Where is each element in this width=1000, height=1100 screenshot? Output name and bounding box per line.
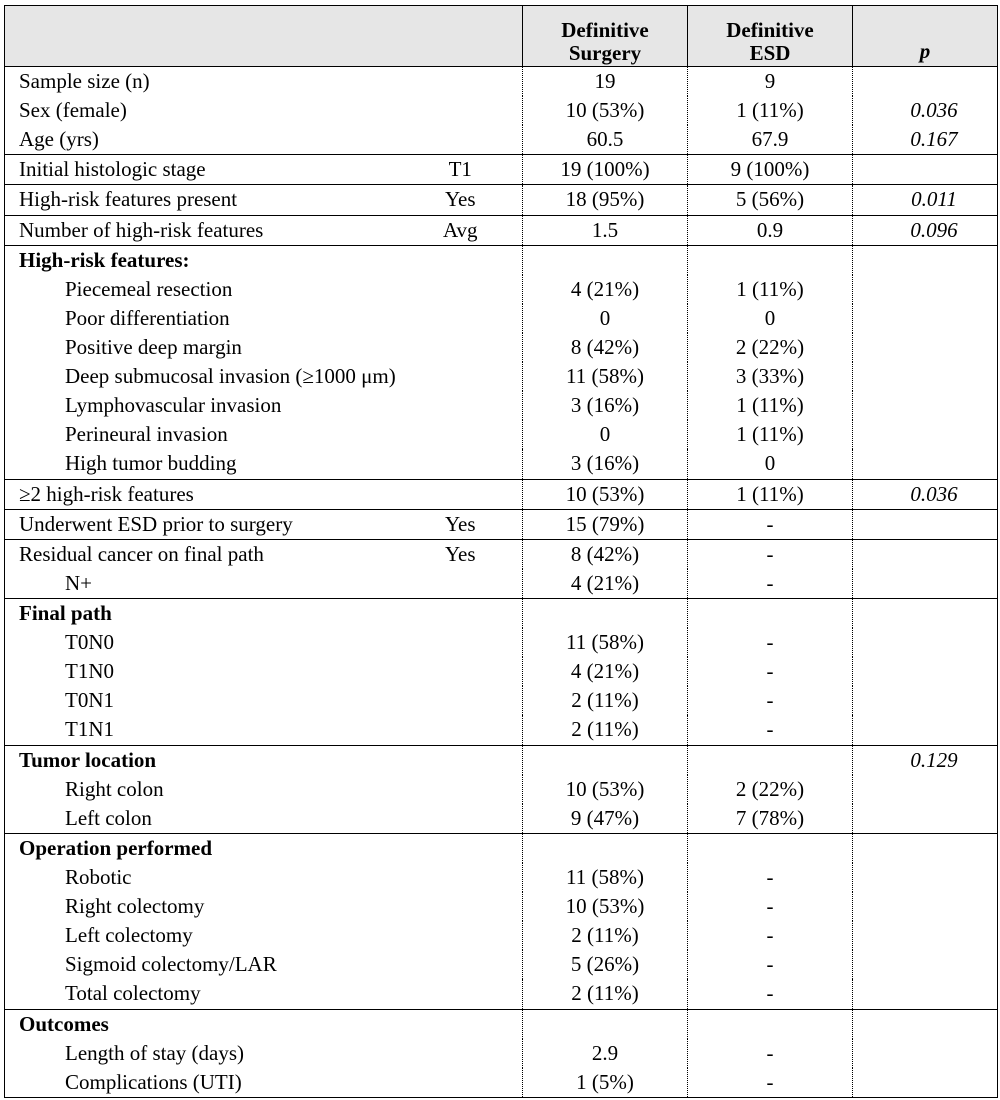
table-row: [5, 391, 998, 420]
row-esd-value: -: [688, 863, 853, 892]
row-p-value: [853, 67, 998, 97]
table-row: [5, 598, 998, 628]
row-label: Number of high-risk features: [5, 215, 413, 245]
row-unit: [413, 628, 523, 657]
row-p-value: [853, 775, 998, 804]
row-unit: [413, 950, 523, 979]
row-label: Right colectomy: [5, 892, 413, 921]
row-p-value: 0.096: [853, 215, 998, 245]
row-surgery-value: [523, 598, 688, 628]
row-label: Sex (female): [5, 96, 413, 125]
row-surgery-value: 15 (79%): [523, 509, 688, 539]
row-p-value: [853, 509, 998, 539]
row-surgery-value: 2 (11%): [523, 686, 688, 715]
row-surgery-value: 1 (5%): [523, 1068, 688, 1098]
row-surgery-value: 19: [523, 67, 688, 97]
row-surgery-value: [523, 245, 688, 275]
row-p-value: [853, 539, 998, 569]
row-p-value: [853, 598, 998, 628]
row-esd-value: 67.9: [688, 125, 853, 155]
row-p-value: [853, 449, 998, 479]
table-row: [5, 921, 998, 950]
row-unit: [413, 921, 523, 950]
table-row: [5, 715, 998, 745]
row-label: Operation performed: [5, 833, 413, 863]
row-surgery-value: 2 (11%): [523, 979, 688, 1009]
row-surgery-value: 8 (42%): [523, 333, 688, 362]
row-esd-value: 1 (11%): [688, 479, 853, 509]
row-unit: [413, 362, 523, 391]
row-unit: [413, 1009, 523, 1039]
row-unit: [413, 245, 523, 275]
row-p-value: [853, 628, 998, 657]
row-label: Robotic: [5, 863, 413, 892]
row-unit: Yes: [413, 509, 523, 539]
table-row: [5, 275, 998, 304]
row-p-value: 0.129: [853, 745, 998, 775]
table-row: [5, 979, 998, 1009]
row-p-value: [853, 950, 998, 979]
row-surgery-value: [523, 745, 688, 775]
row-p-value: [853, 892, 998, 921]
row-esd-value: 5 (56%): [688, 185, 853, 215]
row-label: High-risk features present: [5, 185, 413, 215]
row-p-value: [853, 391, 998, 420]
row-unit: [413, 304, 523, 333]
row-label: Sigmoid colectomy/LAR: [5, 950, 413, 979]
row-unit: [413, 657, 523, 686]
row-p-value: [853, 715, 998, 745]
row-surgery-value: 10 (53%): [523, 892, 688, 921]
row-surgery-value: 2 (11%): [523, 921, 688, 950]
row-p-value: [853, 420, 998, 449]
row-esd-value: 1 (11%): [688, 420, 853, 449]
row-surgery-value: 11 (58%): [523, 863, 688, 892]
header-p-value: p: [853, 6, 998, 67]
row-surgery-value: 4 (21%): [523, 275, 688, 304]
table-body: [5, 67, 998, 1098]
header-esd-line1: Definitive: [726, 17, 814, 42]
row-esd-value: [688, 245, 853, 275]
table-row: [5, 185, 998, 215]
row-esd-value: 0.9: [688, 215, 853, 245]
row-p-value: 0.036: [853, 479, 998, 509]
row-esd-value: 1 (11%): [688, 96, 853, 125]
row-surgery-value: 8 (42%): [523, 539, 688, 569]
row-unit: [413, 96, 523, 125]
row-surgery-value: 10 (53%): [523, 96, 688, 125]
table-row: [5, 892, 998, 921]
row-surgery-value: 10 (53%): [523, 479, 688, 509]
row-p-value: [853, 1068, 998, 1098]
row-surgery-value: 1.5: [523, 215, 688, 245]
table-row: [5, 155, 998, 185]
row-unit: [413, 775, 523, 804]
row-p-value: [853, 275, 998, 304]
table-row: [5, 1039, 998, 1068]
table-row: [5, 657, 998, 686]
table-row: [5, 950, 998, 979]
table-row: [5, 804, 998, 834]
row-label: Age (yrs): [5, 125, 413, 155]
row-unit: [413, 1039, 523, 1068]
row-p-value: 0.011: [853, 185, 998, 215]
header-blank-cell: [5, 6, 523, 67]
table-row: [5, 449, 998, 479]
row-label: ≥2 high-risk features: [5, 479, 413, 509]
row-label: Length of stay (days): [5, 1039, 413, 1068]
row-surgery-value: 2.9: [523, 1039, 688, 1068]
table-row: [5, 245, 998, 275]
row-esd-value: -: [688, 950, 853, 979]
table-row: [5, 509, 998, 539]
row-label: High tumor budding: [5, 449, 413, 479]
row-esd-value: -: [688, 1068, 853, 1098]
row-esd-value: 7 (78%): [688, 804, 853, 834]
row-label: Underwent ESD prior to surgery: [5, 509, 413, 539]
row-p-value: [853, 1039, 998, 1068]
row-p-value: [853, 304, 998, 333]
row-unit: [413, 67, 523, 97]
row-unit: Yes: [413, 539, 523, 569]
header-esd-line2: ESD: [749, 41, 791, 66]
header-definitive-esd: [688, 6, 853, 67]
row-esd-value: -: [688, 1039, 853, 1068]
table-row: [5, 304, 998, 333]
row-surgery-value: [523, 1009, 688, 1039]
table-row: [5, 333, 998, 362]
row-unit: [413, 479, 523, 509]
row-esd-value: 9 (100%): [688, 155, 853, 185]
table-row: [5, 628, 998, 657]
table-header-row: [5, 6, 998, 67]
row-esd-value: 9: [688, 67, 853, 97]
row-unit: [413, 420, 523, 449]
header-surgery-line1: Definitive: [561, 17, 649, 42]
row-unit: [413, 804, 523, 834]
row-p-value: [853, 1009, 998, 1039]
row-label: Positive deep margin: [5, 333, 413, 362]
row-p-value: [853, 569, 998, 599]
row-label: T1N1: [5, 715, 413, 745]
row-surgery-value: 11 (58%): [523, 362, 688, 391]
row-p-value: [853, 979, 998, 1009]
row-esd-value: -: [688, 892, 853, 921]
header-definitive-surgery: [523, 6, 688, 67]
table-row: [5, 96, 998, 125]
row-unit: [413, 449, 523, 479]
row-label: Total colectomy: [5, 979, 413, 1009]
row-unit: [413, 275, 523, 304]
row-surgery-value: 19 (100%): [523, 155, 688, 185]
row-esd-value: -: [688, 539, 853, 569]
row-surgery-value: 11 (58%): [523, 628, 688, 657]
row-unit: T1: [413, 155, 523, 185]
row-surgery-value: 0: [523, 304, 688, 333]
table-row: [5, 362, 998, 391]
row-label: Initial histologic stage: [5, 155, 413, 185]
row-label: Tumor location: [5, 745, 413, 775]
table-row: [5, 67, 998, 97]
row-label: Residual cancer on final path: [5, 539, 413, 569]
row-unit: [413, 833, 523, 863]
row-esd-value: 2 (22%): [688, 333, 853, 362]
row-surgery-value: 3 (16%): [523, 391, 688, 420]
table-row: [5, 1009, 998, 1039]
table-row: [5, 1068, 998, 1098]
row-label: Poor differentiation: [5, 304, 413, 333]
row-label: Lymphovascular invasion: [5, 391, 413, 420]
row-p-value: [853, 657, 998, 686]
row-surgery-value: 3 (16%): [523, 449, 688, 479]
row-esd-value: -: [688, 628, 853, 657]
table-row: [5, 569, 998, 599]
row-unit: [413, 569, 523, 599]
row-esd-value: [688, 1009, 853, 1039]
row-unit: [413, 715, 523, 745]
row-label: T0N1: [5, 686, 413, 715]
row-esd-value: -: [688, 715, 853, 745]
row-unit: [413, 686, 523, 715]
row-label: Right colon: [5, 775, 413, 804]
row-unit: Avg: [413, 215, 523, 245]
row-label: Outcomes: [5, 1009, 413, 1039]
table-row: [5, 833, 998, 863]
row-p-value: 0.036: [853, 96, 998, 125]
row-label: T1N0: [5, 657, 413, 686]
row-esd-value: 1 (11%): [688, 275, 853, 304]
row-label: Sample size (n): [5, 67, 413, 97]
row-esd-value: 0: [688, 449, 853, 479]
row-unit: [413, 745, 523, 775]
row-esd-value: -: [688, 509, 853, 539]
row-unit: Yes: [413, 185, 523, 215]
row-p-value: [853, 333, 998, 362]
row-p-value: [853, 921, 998, 950]
table-row: [5, 479, 998, 509]
row-label: Complications (UTI): [5, 1068, 413, 1098]
row-esd-value: -: [688, 979, 853, 1009]
row-surgery-value: 4 (21%): [523, 657, 688, 686]
row-esd-value: -: [688, 921, 853, 950]
row-label: Left colectomy: [5, 921, 413, 950]
row-label: High-risk features:: [5, 245, 413, 275]
row-unit: [413, 125, 523, 155]
row-surgery-value: 60.5: [523, 125, 688, 155]
row-p-value: 0.167: [853, 125, 998, 155]
row-surgery-value: 18 (95%): [523, 185, 688, 215]
row-esd-value: -: [688, 569, 853, 599]
row-unit: [413, 979, 523, 1009]
row-esd-value: 0: [688, 304, 853, 333]
table-row: [5, 215, 998, 245]
table-row: [5, 539, 998, 569]
row-label: Left colon: [5, 804, 413, 834]
row-unit: [413, 1068, 523, 1098]
row-surgery-value: 10 (53%): [523, 775, 688, 804]
row-esd-value: [688, 833, 853, 863]
row-esd-value: [688, 598, 853, 628]
row-p-value: [853, 804, 998, 834]
row-esd-value: -: [688, 686, 853, 715]
table-row: [5, 775, 998, 804]
row-label: Perineural invasion: [5, 420, 413, 449]
row-unit: [413, 863, 523, 892]
row-surgery-value: [523, 833, 688, 863]
row-esd-value: [688, 745, 853, 775]
row-unit: [413, 892, 523, 921]
table-row: [5, 686, 998, 715]
row-unit: [413, 598, 523, 628]
row-p-value: [853, 362, 998, 391]
row-unit: [413, 391, 523, 420]
row-esd-value: -: [688, 657, 853, 686]
table-row: [5, 863, 998, 892]
row-esd-value: 2 (22%): [688, 775, 853, 804]
row-p-value: [853, 863, 998, 892]
row-p-value: [853, 833, 998, 863]
row-label: N+: [5, 569, 413, 599]
row-esd-value: 3 (33%): [688, 362, 853, 391]
row-surgery-value: 0: [523, 420, 688, 449]
row-surgery-value: 9 (47%): [523, 804, 688, 834]
table-row: [5, 745, 998, 775]
row-p-value: [853, 686, 998, 715]
row-label: Deep submucosal invasion (≥1000 μm): [5, 362, 413, 391]
row-surgery-value: 5 (26%): [523, 950, 688, 979]
header-surgery-line2: Surgery: [568, 41, 642, 66]
row-esd-value: 1 (11%): [688, 391, 853, 420]
row-surgery-value: 2 (11%): [523, 715, 688, 745]
row-p-value: [853, 155, 998, 185]
row-label: Piecemeal resection: [5, 275, 413, 304]
table-row: [5, 420, 998, 449]
row-p-value: [853, 245, 998, 275]
row-unit: [413, 333, 523, 362]
table-row: [5, 125, 998, 155]
comparison-table: [4, 5, 998, 1098]
row-label: T0N0: [5, 628, 413, 657]
row-surgery-value: 4 (21%): [523, 569, 688, 599]
row-label: Final path: [5, 598, 413, 628]
